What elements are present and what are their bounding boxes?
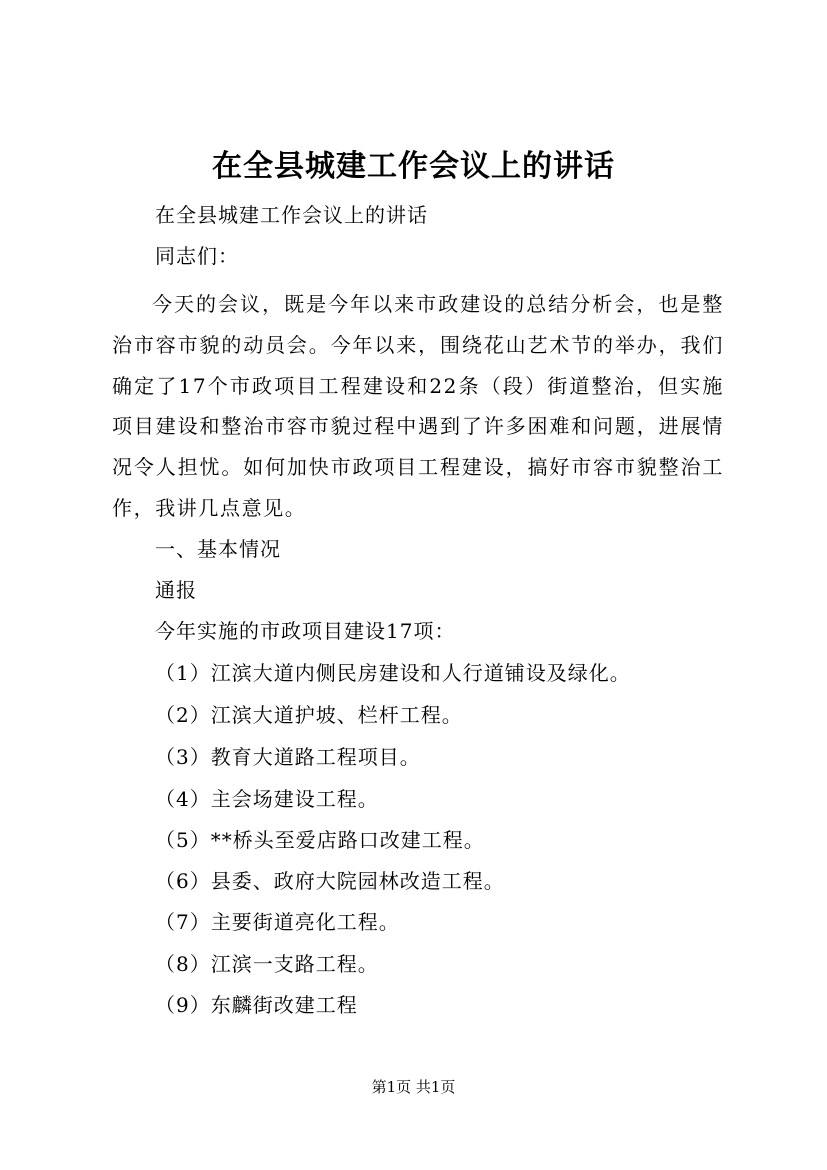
document-subtitle: 在全县城建工作会议上的讲话 [155, 203, 428, 227]
list-item: （2）江滨大道护坡、栏杆工程。 [155, 703, 463, 727]
page-footer: 第1页 共1页 [371, 1078, 456, 1096]
list-item: （7）主要街道亮化工程。 [155, 910, 400, 934]
section-subheading: 通报 [155, 578, 197, 602]
document-title: 在全县城建工作会议上的讲话 [212, 149, 615, 184]
list-intro: 今年实施的市政项目建设17项： [155, 619, 456, 643]
salutation: 同志们： [155, 244, 239, 268]
list-item: （1）江滨大道内侧民房建设和人行道铺设及绿化。 [155, 661, 631, 685]
list-item: （8）江滨一支路工程。 [155, 952, 379, 976]
list-item: （4）主会场建设工程。 [155, 787, 379, 811]
list-item: （6）县委、政府大院园林改造工程。 [155, 869, 505, 893]
list-item: （5）**桥头至爱店路口改建工程。 [155, 828, 485, 852]
list-item: （3）教育大道路工程项目。 [155, 745, 421, 769]
intro-paragraph: 今天的会议，既是今年以来市政建设的总结分析会，也是整治市容市貌的动员会。今年以来，围绕花山艺术节的举办，我们确定了17个市政项目工程建设和22条（段）街道整治，但实施项目建设和整治市容市貌过程中遇到了许多困难和问题，进展情况令人担忧。如何加快市政项目工程建设，搞好市容市貌整治工作，我讲几点意见。 [112, 292, 724, 520]
section-heading: 一、基本情况 [155, 537, 281, 561]
list-item: （9）东麟街改建工程 [155, 993, 358, 1017]
